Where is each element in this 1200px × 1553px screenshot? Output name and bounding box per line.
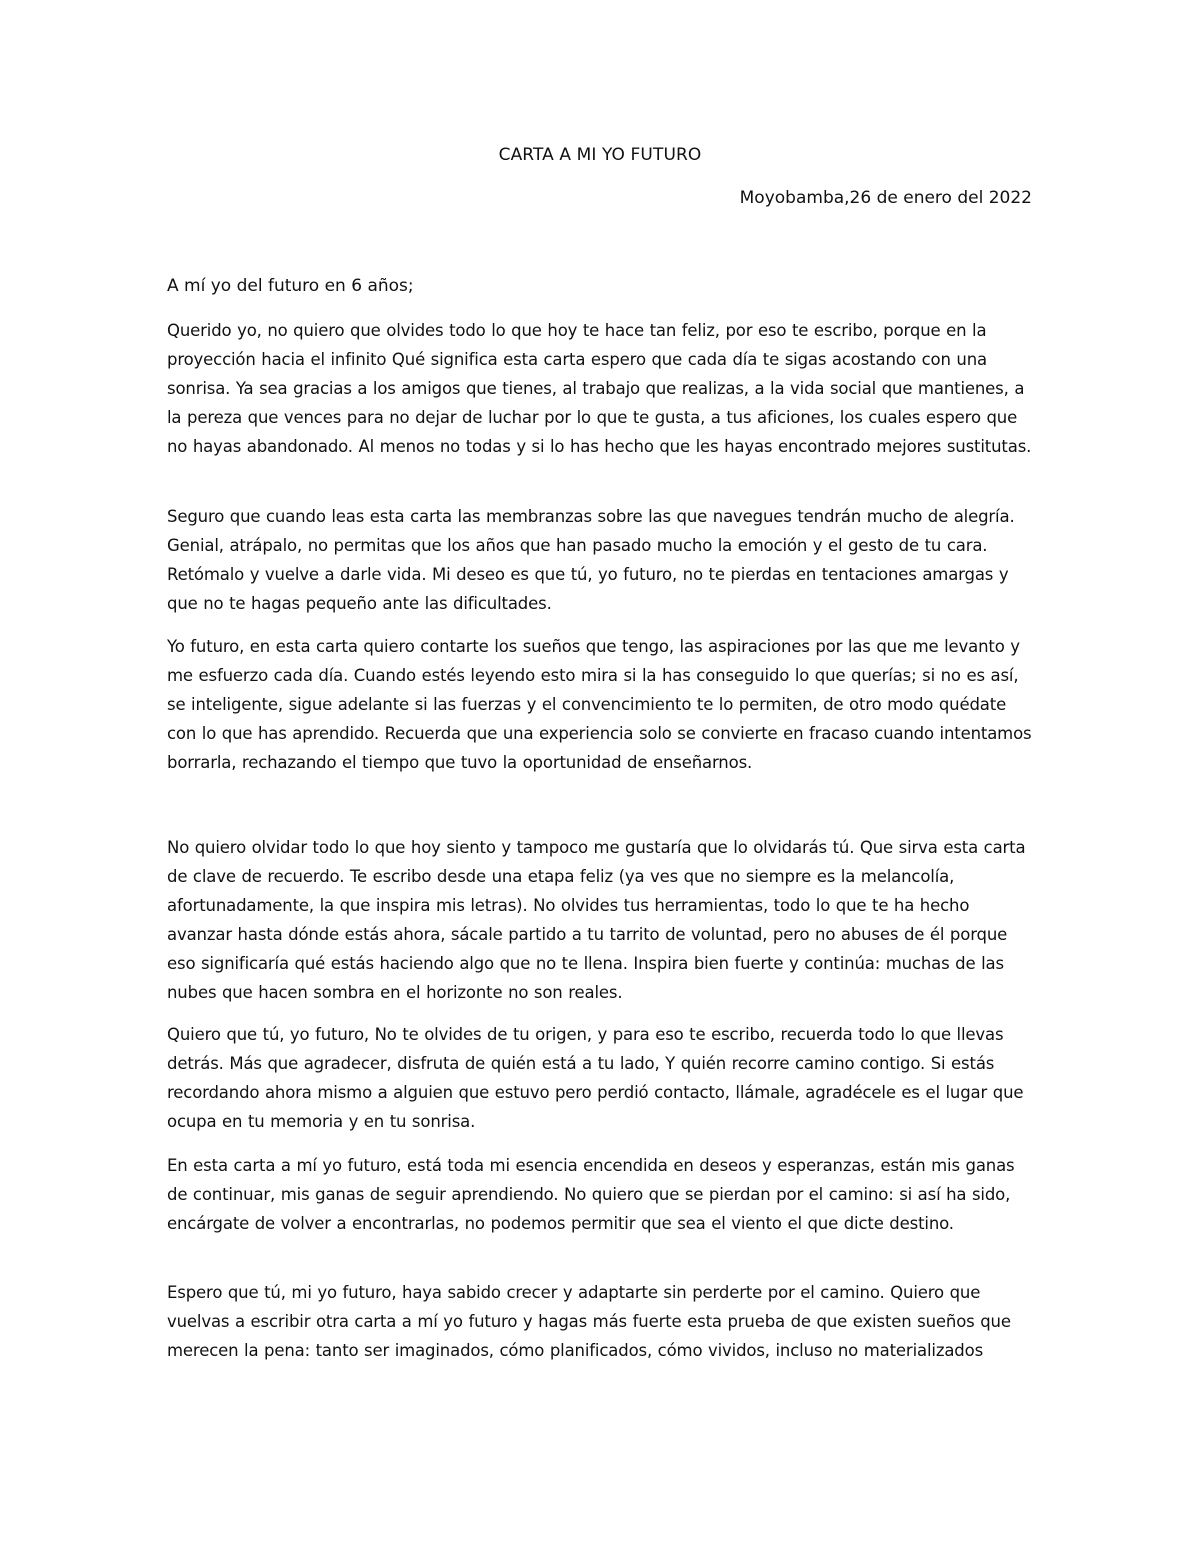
paragraph-3: Yo futuro, en esta carta quiero contarte los sueños que tengo, las aspiraciones por las que me levanto y me esfuerzo cada día. Cuando estés leyendo esto mira si la has conseguido lo que querías; si no es así, se inteligente, sigue adelante si las fuerzas y el convencimiento te lo permiten, de otro modo quédate con lo que has aprendido. Recuerda que una experiencia solo se convierte en fracaso cuando intentamos borrarla, rechazando el tiempo que tuvo la oportunidad de enseñarnos.	[167, 637, 1032, 772]
greeting: A mí yo del futuro en 6 años;	[167, 276, 414, 296]
paragraph-2: Seguro que cuando leas esta carta las membranzas sobre las que navegues tendrán mucho de alegría. Genial, atrápalo, no permitas que los años que han pasado mucho la emoción y el gesto de tu cara. Retómalo y vuelve a darle vida. Mi deseo es que tú, yo futuro, no te pierdas en tentaciones amargas y que no te hagas pequeño ante las dificultades.	[167, 507, 1015, 613]
paragraph-5: Quiero que tú, yo futuro, No te olvides de tu origen, y para eso te escribo, recuerda todo lo que llevas detrás. Más que agradecer, disfruta de quién está a tu lado, Y quién recorre camino contigo. Si estás recordando ahora mismo a alguien que estuvo pero perdió contacto, llámale, agradécele es el lugar que ocupa en tu memoria y en tu sonrisa.	[167, 1025, 1024, 1131]
date-line: Moyobamba,26 de enero del 2022	[739, 188, 1032, 208]
paragraph-1: Querido yo, no quiero que olvides todo lo que hoy te hace tan feliz, por eso te escribo, porque en la proyección hacia el infinito Qué significa esta carta espero que cada día te sigas acostando con una sonrisa. Ya sea gracias a los amigos que tienes, al trabajo que realizas, a la vida social que mantienes, a la pereza que vences para no dejar de luchar por lo que te gusta, a tus aficiones, los cuales espero que no hayas abandonado. Al menos no todas y si lo has hecho que les hayas encontrado mejores sustitutas.	[167, 321, 1032, 456]
paragraph-6: En esta carta a mí yo futuro, está toda mi esencia encendida en deseos y esperanzas, están mis ganas de continuar, mis ganas de seguir aprendiendo. No quiero que se pierdan por el camino: si así ha sido, encárgate de volver a encontrarlas, no podemos permitir que sea el viento el que dicte destino.	[167, 1156, 1015, 1233]
paragraph-7: Espero que tú, mi yo futuro, haya sabido crecer y adaptarte sin perderte por el camino. Quiero que vuelvas a escribir otra carta a mí yo futuro y hagas más fuerte esta prueba de que existen sueños que merecen la pena: tanto ser imaginados, cómo planificados, cómo vividos, incluso no materializados	[167, 1283, 1011, 1360]
letter-title: CARTA A MI YO FUTURO	[498, 145, 702, 165]
paragraph-4: No quiero olvidar todo lo que hoy siento y tampoco me gustaría que lo olvidarás tú. Que sirva esta carta de clave de recuerdo. Te escribo desde una etapa feliz (ya ves que no siempre es la melancolía, afortunadamente, la que inspira mis letras). No olvides tus herramientas, todo lo que te ha hecho avanzar hasta dónde estás ahora, sácale partido a tu tarrito de voluntad, pero no abuses de él porque eso significaría qué estás haciendo algo que no te llena. Inspira bien fuerte y continúa: muchas de las nubes que hacen sombra en el horizonte no son reales.	[167, 838, 1026, 1002]
